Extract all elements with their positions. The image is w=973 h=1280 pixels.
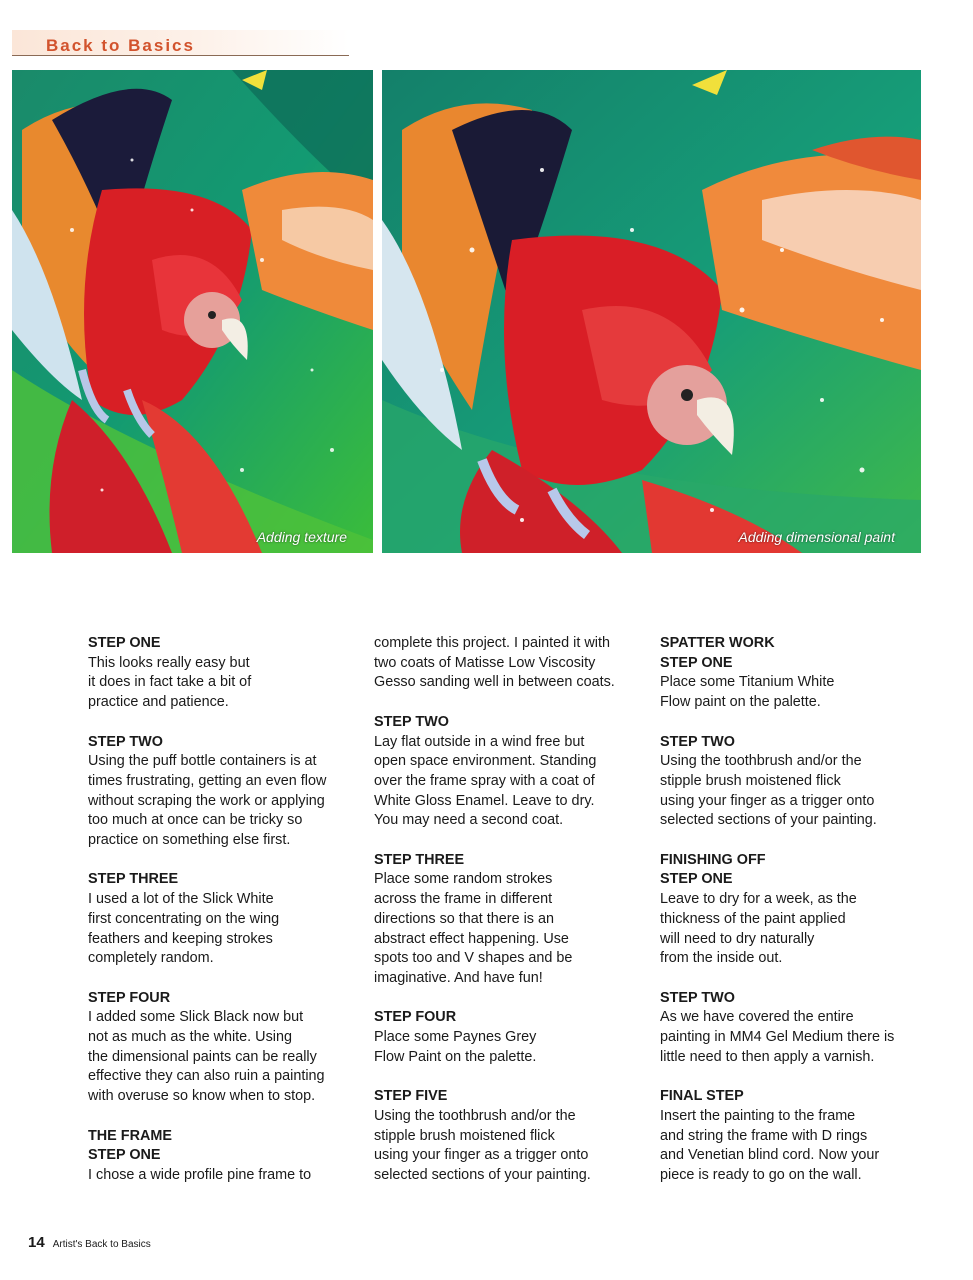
step-heading: FINAL STEP — [660, 1088, 744, 1105]
step-heading: THE FRAME — [88, 1127, 172, 1144]
step-text-line: completely random. — [88, 950, 214, 967]
step-text-line: will need to dry naturally — [660, 930, 815, 947]
step-text-line: practice and patience. — [88, 694, 229, 711]
step-section — [88, 989, 363, 1107]
image-caption: Adding dimensional paint — [738, 529, 895, 545]
step-text-line: Place some Titanium White — [660, 674, 835, 691]
step-heading: STEP ONE — [88, 1147, 161, 1164]
parrot-painting-image — [12, 70, 373, 553]
step-text-line: too much at once can be tricky so — [88, 812, 303, 829]
step-text-line: Lay flat outside in a wind free but — [374, 733, 585, 750]
step-heading: STEP FOUR — [374, 1009, 457, 1026]
step-text-line: using your finger as a trigger onto — [660, 792, 875, 809]
step-heading: STEP TWO — [374, 713, 449, 730]
step-section — [88, 634, 363, 713]
step-section — [660, 634, 935, 713]
step-heading: STEP TWO — [660, 989, 735, 1006]
step-heading: STEP THREE — [374, 851, 465, 868]
step-text-line: first concentrating on the wing — [88, 910, 280, 927]
step-heading: STEP ONE — [660, 654, 733, 671]
image-caption: Adding texture — [256, 529, 347, 545]
step-heading: STEP ONE — [660, 871, 733, 888]
step-text-line: Using the puff bottle containers is at — [88, 753, 317, 770]
step-section — [660, 733, 935, 832]
step-text-line: You may need a second coat. — [374, 812, 564, 829]
step-text-line: practice on something else first. — [88, 832, 291, 849]
step-text-line: across the frame in different — [374, 891, 553, 908]
step-text-line: Flow Paint on the palette. — [374, 1048, 537, 1065]
step-section — [374, 1008, 649, 1067]
step-heading: STEP FOUR — [88, 989, 171, 1006]
step-section — [88, 733, 363, 851]
step-text-line: I chose a wide profile pine frame to — [88, 1166, 312, 1183]
step-section — [374, 634, 649, 693]
step-text-line: I used a lot of the Slick White — [88, 891, 274, 908]
step-text-line: effective they can also ruin a painting — [88, 1068, 325, 1085]
step-text-line: I added some Slick Black now but — [88, 1009, 304, 1026]
step-text-line: Flow paint on the palette. — [660, 694, 821, 711]
step-text-line: abstract effect happening. Use — [374, 930, 569, 947]
step-text-line: spots too and V shapes and be — [374, 950, 573, 967]
step-text-line: feathers and keeping strokes — [88, 930, 273, 947]
section-title: Back to Basics — [46, 36, 195, 55]
step-text-line: imaginative. And have fun! — [374, 969, 543, 986]
text-column-1 — [88, 634, 363, 1205]
step-heading: STEP TWO — [660, 733, 735, 750]
page-number: 14 — [28, 1234, 45, 1251]
step-text-line: Using the toothbrush and/or the — [374, 1107, 576, 1124]
step-text-line: two coats of Matisse Low Viscosity — [374, 654, 596, 671]
step-heading: STEP THREE — [88, 871, 179, 888]
step-text-line: with overuse so know when to stop. — [88, 1088, 316, 1105]
step-text-line: selected sections of your painting. — [374, 1166, 591, 1183]
step-text-line: selected sections of your painting. — [660, 812, 877, 829]
parrot-painting-image — [382, 70, 921, 553]
step-heading: SPATTER WORK — [660, 635, 775, 651]
step-section — [88, 870, 363, 969]
step-text-line: This looks really easy but — [88, 654, 250, 671]
step-text-line: Insert the painting to the frame — [660, 1107, 856, 1124]
step-text-line: and Venetian blind cord. Now your — [660, 1147, 880, 1164]
step-section — [660, 851, 935, 969]
step-text-line: it does in fact take a bit of — [88, 674, 252, 691]
step-text-line: not as much as the white. Using — [88, 1029, 292, 1046]
step-text-line: directions so that there is an — [374, 910, 554, 927]
step-text-line: Place some random strokes — [374, 871, 553, 888]
step-text-line: piece is ready to go on the wall. — [660, 1166, 862, 1183]
step-heading: FINISHING OFF — [660, 851, 766, 868]
step-heading: STEP TWO — [88, 733, 163, 750]
step-text-line: open space environment. Standing — [374, 753, 597, 770]
step-text-line: using your finger as a trigger onto — [374, 1147, 589, 1164]
step-text-line: thickness of the paint applied — [660, 910, 846, 927]
step-text-line: Leave to dry for a week, as the — [660, 891, 857, 908]
step-section — [374, 1087, 649, 1186]
step-text-line: little need to then apply a varnish. — [660, 1048, 875, 1065]
step-text-line: Place some Paynes Grey — [374, 1029, 537, 1046]
step-text-line: times frustrating, getting an even flow — [88, 772, 327, 789]
step-text-line: without scraping the work or applying — [88, 792, 325, 809]
step-heading: STEP FIVE — [374, 1088, 448, 1105]
step-text-line: the dimensional paints can be really — [88, 1048, 317, 1065]
step-text-line: complete this project. I painted it with — [374, 635, 610, 651]
step-text-line: over the frame spray with a coat of — [374, 772, 595, 789]
page-footer — [28, 1234, 151, 1251]
step-section — [660, 989, 935, 1068]
step-section — [88, 1127, 363, 1186]
painting-adding-texture — [12, 70, 373, 553]
step-text-line: As we have covered the entire — [660, 1009, 854, 1026]
step-text-line: painting in MM4 Gel Medium there is — [660, 1029, 895, 1046]
painting-adding-dimensional-paint — [382, 70, 921, 553]
step-text-line: from the inside out. — [660, 950, 783, 967]
step-text-line: stipple brush moistened flick — [374, 1127, 555, 1144]
step-section — [660, 1087, 935, 1186]
step-text-line: Using the toothbrush and/or the — [660, 753, 862, 770]
step-text-line: stipple brush moistened flick — [660, 772, 841, 789]
publication-name: Artist's Back to Basics — [52, 1239, 151, 1250]
text-column-2 — [374, 634, 649, 1205]
step-text-line: and string the frame with D rings — [660, 1127, 868, 1144]
step-text-line: White Gloss Enamel. Leave to dry. — [374, 792, 595, 809]
text-column-3 — [660, 634, 935, 1205]
step-section — [374, 713, 649, 831]
step-heading: STEP ONE — [88, 635, 161, 651]
step-text-line: Gesso sanding well in between coats. — [374, 674, 615, 691]
step-section — [374, 851, 649, 989]
